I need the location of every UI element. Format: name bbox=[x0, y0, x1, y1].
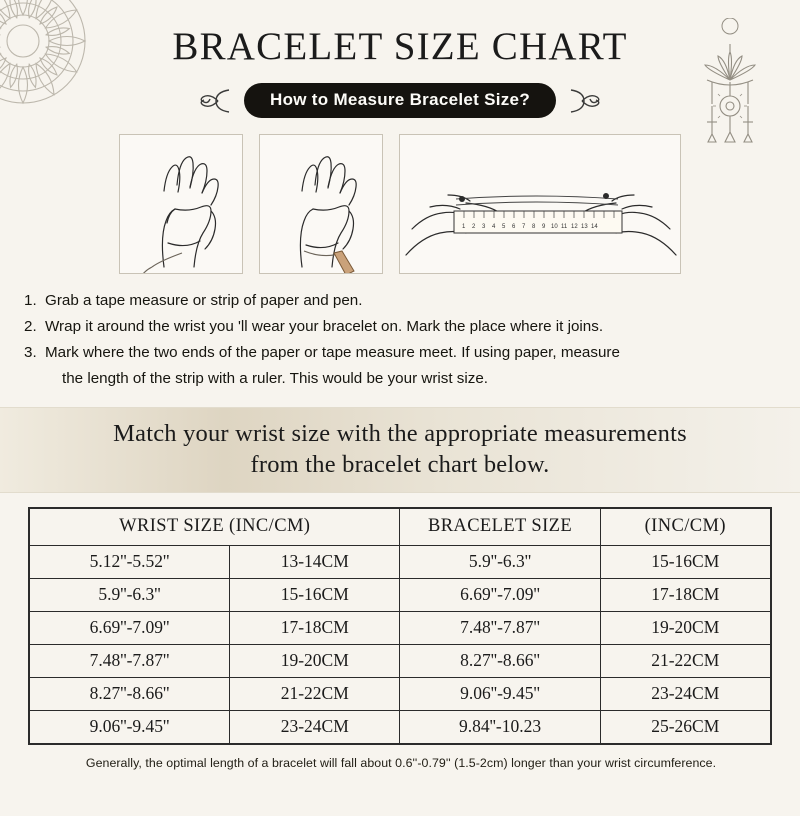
svg-text:14: 14 bbox=[591, 224, 598, 230]
step-text: Mark where the two ends of the paper or tape measure meet. If using paper, measure bbox=[45, 344, 620, 362]
wrist-wrapped-strip-photo bbox=[259, 134, 383, 274]
cell-wrist-inch: 5.12''-5.52'' bbox=[30, 546, 230, 579]
svg-text:9: 9 bbox=[542, 224, 546, 230]
step-text-continued: the length of the strip with a ruler. This would be your wrist size. bbox=[62, 370, 489, 388]
footnote: Generally, the optimal length of a bracelet will fall about 0.6''-0.79'' (1.5-2cm) longer than your wrist circumference. bbox=[85, 756, 717, 771]
cell-bracelet-cm: 23-24CM bbox=[600, 678, 770, 711]
cell-bracelet-cm: 25-26CM bbox=[600, 711, 770, 744]
list-item bbox=[24, 314, 778, 340]
hand-with-tape-photo bbox=[119, 134, 243, 274]
table-row bbox=[30, 579, 771, 612]
flourish-right-icon bbox=[568, 86, 602, 116]
cell-bracelet-inch: 9.06''-9.45'' bbox=[400, 678, 600, 711]
cell-wrist-cm: 19-20CM bbox=[230, 645, 400, 678]
cell-wrist-cm: 13-14CM bbox=[230, 546, 400, 579]
instruction-steps bbox=[24, 288, 778, 393]
step-number: 1. bbox=[24, 292, 37, 309]
svg-text:13: 13 bbox=[581, 224, 588, 230]
step-text: Grab a tape measure or strip of paper and pen. bbox=[45, 292, 363, 309]
cell-wrist-cm: 17-18CM bbox=[230, 612, 400, 645]
cell-bracelet-cm: 17-18CM bbox=[600, 579, 770, 612]
cell-bracelet-cm: 21-22CM bbox=[600, 645, 770, 678]
svg-text:12: 12 bbox=[571, 224, 578, 230]
svg-text:4: 4 bbox=[492, 224, 496, 230]
step-number: 3. bbox=[24, 344, 37, 362]
list-item bbox=[24, 288, 778, 314]
column-header-wrist-size: WRIST SIZE (INC/CM) bbox=[30, 509, 400, 546]
cell-bracelet-inch: 5.9''-6.3'' bbox=[400, 546, 600, 579]
cell-wrist-cm: 23-24CM bbox=[230, 711, 400, 744]
svg-text:11: 11 bbox=[561, 224, 568, 230]
cell-bracelet-cm: 15-16CM bbox=[600, 546, 770, 579]
table-row bbox=[30, 645, 771, 678]
svg-text:5: 5 bbox=[502, 224, 506, 230]
size-chart-page bbox=[0, 16, 800, 816]
how-to-measure-pill: How to Measure Bracelet Size? bbox=[244, 83, 556, 118]
cell-wrist-cm: 21-22CM bbox=[230, 678, 400, 711]
cell-wrist-inch: 7.48''-7.87'' bbox=[30, 645, 230, 678]
flourish-left-icon bbox=[198, 86, 232, 116]
page-title: BRACELET SIZE CHART bbox=[172, 25, 628, 68]
cell-wrist-inch: 6.69''-7.09'' bbox=[30, 612, 230, 645]
cell-wrist-inch: 5.9''-6.3'' bbox=[30, 579, 230, 612]
svg-text:1: 1 bbox=[462, 224, 466, 230]
svg-text:3: 3 bbox=[482, 224, 486, 230]
column-header-bracelet-units: (INC/CM) bbox=[600, 509, 770, 546]
size-table bbox=[28, 507, 772, 745]
table-header-row bbox=[30, 509, 771, 546]
cell-bracelet-inch: 7.48''-7.87'' bbox=[400, 612, 600, 645]
cell-bracelet-inch: 8.27''-8.66'' bbox=[400, 645, 600, 678]
banner-line-2: from the bracelet chart below. bbox=[250, 450, 550, 478]
svg-text:2: 2 bbox=[472, 224, 476, 230]
column-header-bracelet-size: BRACELET SIZE bbox=[400, 509, 600, 546]
cell-bracelet-cm: 19-20CM bbox=[600, 612, 770, 645]
step-number: 2. bbox=[24, 318, 37, 336]
svg-text:8: 8 bbox=[532, 224, 536, 230]
svg-text:7: 7 bbox=[522, 224, 526, 230]
cell-bracelet-inch: 6.69''-7.09'' bbox=[400, 579, 600, 612]
table-row bbox=[30, 546, 771, 579]
cell-wrist-inch: 9.06''-9.45'' bbox=[30, 711, 230, 744]
cell-bracelet-inch: 9.84''-10.23 bbox=[400, 711, 600, 744]
ruler-measuring-strip-photo bbox=[399, 134, 681, 274]
table-row bbox=[30, 678, 771, 711]
cell-wrist-inch: 8.27''-8.66'' bbox=[30, 678, 230, 711]
banner-line-1: Match your wrist size with the appropriate measurements bbox=[113, 419, 687, 447]
table-row bbox=[30, 612, 771, 645]
svg-text:6: 6 bbox=[512, 224, 516, 230]
instruction-photos bbox=[0, 134, 800, 274]
table-row bbox=[30, 711, 771, 744]
svg-text:10: 10 bbox=[551, 224, 558, 230]
cell-wrist-cm: 15-16CM bbox=[230, 579, 400, 612]
match-banner bbox=[0, 407, 800, 494]
list-item bbox=[24, 340, 778, 392]
step-text: Wrap it around the wrist you 'll wear your bracelet on. Mark the place where it joins. bbox=[45, 318, 604, 336]
subtitle-row bbox=[0, 83, 800, 118]
